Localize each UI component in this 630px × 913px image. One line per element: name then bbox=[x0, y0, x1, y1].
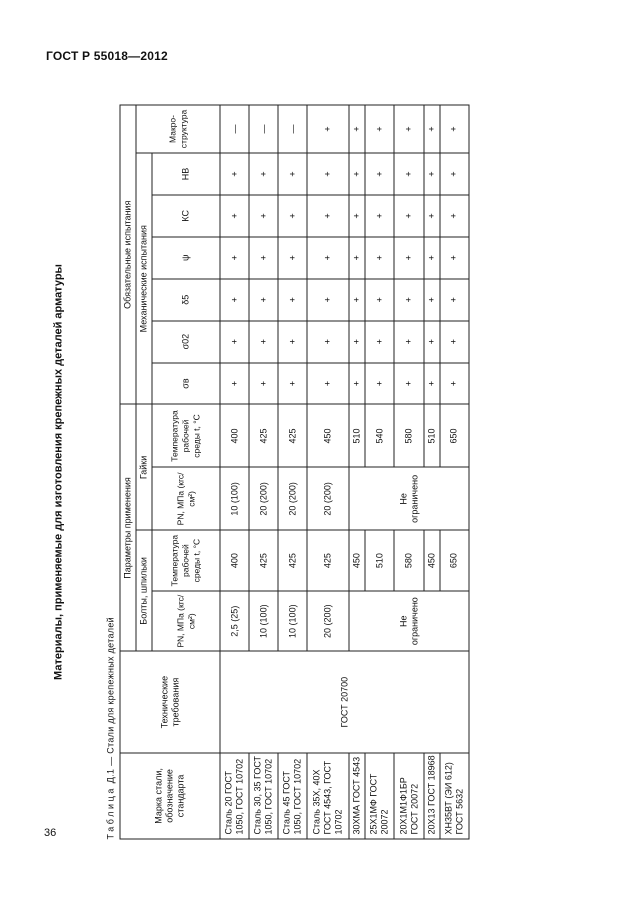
cell-bolt-temp: 425 bbox=[249, 530, 278, 591]
cell-nut-temp: 540 bbox=[365, 405, 394, 468]
cell-bolt-temp: 400 bbox=[220, 530, 249, 591]
cell-nut-temp: 450 bbox=[307, 405, 349, 468]
cell-macro: + bbox=[394, 105, 423, 153]
cell-grade: Сталь 20 ГОСТ 1050, ГОСТ 10702 bbox=[220, 753, 249, 839]
cell-nut-pn-unlimited: Не ограничено bbox=[349, 467, 469, 530]
header-sigma-02: σ02 bbox=[152, 321, 220, 363]
cell-sigma-02: + bbox=[440, 321, 469, 363]
cell-sigma-02: + bbox=[394, 321, 423, 363]
header-bolt-temp: Температура рабочей среды t, °С bbox=[152, 530, 220, 591]
header-mech-tests: Механические испытания bbox=[136, 153, 152, 405]
cell-ks: + bbox=[365, 195, 394, 237]
header-tech-req: Технические требования bbox=[120, 651, 220, 752]
steel-table bbox=[120, 105, 470, 840]
cell-macro: + bbox=[349, 105, 365, 153]
cell-delta5: + bbox=[440, 279, 469, 321]
cell-bolt-temp: 650 bbox=[440, 530, 469, 591]
header-macro: Макро-структура bbox=[136, 105, 220, 153]
cell-macro: + bbox=[307, 105, 349, 153]
cell-grade: 25Х1МФ ГОСТ 20072 bbox=[365, 753, 394, 839]
rotated-content bbox=[0, 105, 472, 840]
cell-delta5: + bbox=[365, 279, 394, 321]
cell-ks: + bbox=[394, 195, 423, 237]
cell-hb: + bbox=[365, 153, 394, 195]
cell-psi: + bbox=[365, 237, 394, 279]
cell-sigma-02: + bbox=[278, 321, 307, 363]
cell-bolt-temp: 580 bbox=[394, 530, 423, 591]
cell-hb: + bbox=[394, 153, 423, 195]
cell-nut-pn: 20 (200) bbox=[249, 467, 278, 530]
header-nuts: Гайки bbox=[136, 405, 152, 531]
cell-grade: 20Х1М1Ф1БР ГОСТ 20072 bbox=[394, 753, 423, 839]
cell-nut-pn: 10 (100) bbox=[220, 467, 249, 530]
cell-psi: + bbox=[307, 237, 349, 279]
document-header: ГОСТ Р 55018—2012 bbox=[46, 49, 168, 63]
cell-grade: Сталь 30, 35 ГОСТ 1050, ГОСТ 10702 bbox=[249, 753, 278, 839]
table-row bbox=[220, 105, 249, 839]
cell-bolt-temp: 510 bbox=[365, 530, 394, 591]
cell-psi: + bbox=[278, 237, 307, 279]
cell-nut-temp: 580 bbox=[394, 405, 423, 468]
cell-ks: + bbox=[278, 195, 307, 237]
cell-hb: + bbox=[220, 153, 249, 195]
cell-bolt-temp: 450 bbox=[424, 530, 440, 591]
cell-grade: 20Х13 ГОСТ 18968 bbox=[424, 753, 440, 839]
cell-ks: + bbox=[349, 195, 365, 237]
cell-nut-temp: 400 bbox=[220, 405, 249, 468]
header-ks: КС bbox=[152, 195, 220, 237]
cell-tech-req: ГОСТ 20700 bbox=[220, 651, 469, 752]
cell-nut-temp: 650 bbox=[440, 405, 469, 468]
cell-psi: + bbox=[349, 237, 365, 279]
header-bolt-pn: PN, МПа (кгс/см²) bbox=[152, 591, 220, 652]
header-params: Параметры применения bbox=[120, 405, 136, 652]
cell-bolt-pn: 2,5 (25) bbox=[220, 591, 249, 652]
page-number: 36 bbox=[44, 827, 57, 839]
header-mandatory-tests: Обязательные испытания bbox=[120, 105, 136, 405]
cell-sigma-02: + bbox=[424, 321, 440, 363]
cell-ks: + bbox=[249, 195, 278, 237]
cell-nut-pn: 20 (200) bbox=[307, 467, 349, 530]
cell-psi: + bbox=[249, 237, 278, 279]
cell-hb: + bbox=[424, 153, 440, 195]
cell-delta5: + bbox=[424, 279, 440, 321]
header-delta5: δ5 bbox=[152, 279, 220, 321]
cell-sigma-v: + bbox=[394, 363, 423, 405]
cell-macro: — bbox=[220, 105, 249, 153]
cell-delta5: + bbox=[220, 279, 249, 321]
cell-sigma-02: + bbox=[249, 321, 278, 363]
cell-delta5: + bbox=[249, 279, 278, 321]
header-grade: Марка стали, обозначение стандарта bbox=[120, 753, 220, 839]
header-hb: НВ bbox=[152, 153, 220, 195]
cell-sigma-v: + bbox=[249, 363, 278, 405]
cell-bolt-pn-unlimited: Не ограничено bbox=[349, 591, 469, 652]
cell-macro: — bbox=[249, 105, 278, 153]
cell-sigma-02: + bbox=[220, 321, 249, 363]
cell-macro: + bbox=[424, 105, 440, 153]
cell-hb: + bbox=[249, 153, 278, 195]
cell-hb: + bbox=[349, 153, 365, 195]
cell-macro: + bbox=[440, 105, 469, 153]
cell-nut-temp: 510 bbox=[424, 405, 440, 468]
cell-macro: — bbox=[278, 105, 307, 153]
cell-bolt-pn: 10 (100) bbox=[249, 591, 278, 652]
cell-grade: Сталь 35Х, 40Х ГОСТ 4543, ГОСТ 10702 bbox=[307, 753, 349, 839]
cell-ks: + bbox=[220, 195, 249, 237]
cell-nut-pn: 20 (200) bbox=[278, 467, 307, 530]
cell-hb: + bbox=[278, 153, 307, 195]
cell-sigma-v: + bbox=[220, 363, 249, 405]
cell-sigma-v: + bbox=[278, 363, 307, 405]
cell-bolt-pn: 20 (200) bbox=[307, 591, 349, 652]
cell-grade: Сталь 45 ГОСТ 1050, ГОСТ 10702 bbox=[278, 753, 307, 839]
cell-psi: + bbox=[220, 237, 249, 279]
cell-psi: + bbox=[440, 237, 469, 279]
cell-sigma-02: + bbox=[365, 321, 394, 363]
section-title: Материалы, применяемые для изготовления крепежных деталей арматуры bbox=[52, 264, 65, 680]
cell-delta5: + bbox=[394, 279, 423, 321]
cell-macro: + bbox=[365, 105, 394, 153]
cell-bolt-temp: 450 bbox=[349, 530, 365, 591]
table-caption bbox=[106, 617, 116, 839]
header-sigma-v: σв bbox=[152, 363, 220, 405]
cell-delta5: + bbox=[278, 279, 307, 321]
table-caption-prefix: Таблица bbox=[105, 786, 116, 840]
cell-nut-temp: 425 bbox=[278, 405, 307, 468]
header-nut-temp: Температура рабочей среды t, °С bbox=[152, 405, 220, 468]
cell-ks: + bbox=[307, 195, 349, 237]
cell-bolt-temp: 425 bbox=[307, 530, 349, 591]
cell-nut-temp: 425 bbox=[249, 405, 278, 468]
cell-sigma-02: + bbox=[349, 321, 365, 363]
cell-psi: + bbox=[394, 237, 423, 279]
cell-ks: + bbox=[424, 195, 440, 237]
header-bolts: Болты, шпильки bbox=[136, 530, 152, 651]
table-header-row bbox=[120, 105, 136, 839]
cell-sigma-v: + bbox=[365, 363, 394, 405]
cell-grade: 30ХМА ГОСТ 4543 bbox=[349, 753, 365, 839]
cell-bolt-temp: 425 bbox=[278, 530, 307, 591]
cell-sigma-v: + bbox=[424, 363, 440, 405]
cell-ks: + bbox=[440, 195, 469, 237]
header-psi: ψ bbox=[152, 237, 220, 279]
cell-bolt-pn: 10 (100) bbox=[278, 591, 307, 652]
table-caption-text: Д.1 — Стали для крепежных деталей bbox=[105, 617, 116, 784]
cell-sigma-v: + bbox=[440, 363, 469, 405]
cell-sigma-02: + bbox=[307, 321, 349, 363]
cell-sigma-v: + bbox=[307, 363, 349, 405]
cell-grade: ХН35ВТ (ЭИ 612) ГОСТ 5632 bbox=[440, 753, 469, 839]
header-nut-pn: PN, МПа (кгс/см²) bbox=[152, 467, 220, 530]
cell-delta5: + bbox=[307, 279, 349, 321]
cell-nut-temp: 510 bbox=[349, 405, 365, 468]
cell-hb: + bbox=[440, 153, 469, 195]
cell-sigma-v: + bbox=[349, 363, 365, 405]
cell-hb: + bbox=[307, 153, 349, 195]
cell-psi: + bbox=[424, 237, 440, 279]
cell-delta5: + bbox=[349, 279, 365, 321]
